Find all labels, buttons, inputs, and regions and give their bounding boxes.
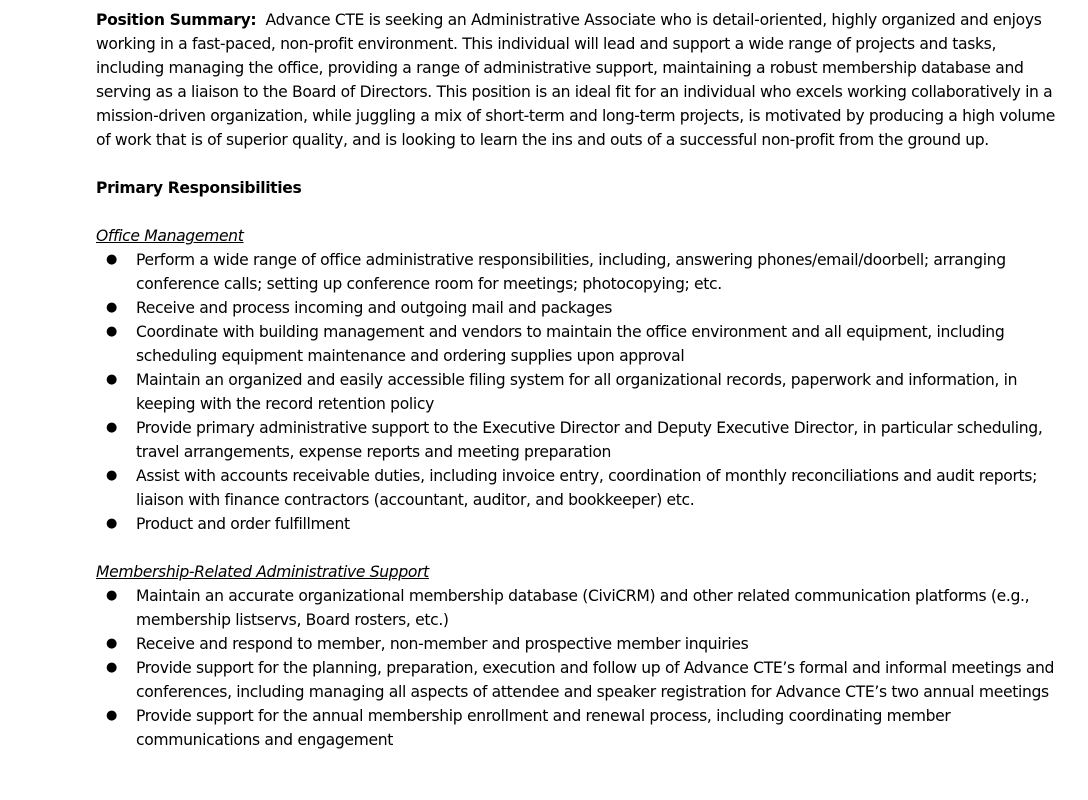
list-item [96, 320, 1056, 368]
list-item [96, 416, 1056, 464]
bullet-icon: ● [106, 588, 117, 603]
bullet-icon: ● [106, 708, 117, 723]
bullet-icon: ● [106, 420, 117, 435]
bullet-icon: ● [106, 324, 117, 339]
list-item [96, 296, 1056, 320]
list-item [96, 632, 1056, 656]
list-item [96, 248, 1056, 296]
list-item-text: Product and order fulfillment [136, 515, 350, 533]
document-page [96, 8, 1056, 752]
list-item-text: Receive and process incoming and outgoing mail and packages [136, 299, 613, 317]
office-management-heading: Office Management [96, 227, 244, 245]
primary-responsibilities-heading: Primary Responsibilities [96, 179, 302, 197]
bullet-icon: ● [106, 300, 117, 315]
list-item-text: Receive and respond to member, non-member and prospective member inquiries [136, 635, 749, 653]
position-summary-text: Advance CTE is seeking an Administrative Associate who is detail-oriented, highly organized and enjoys working in a fast-paced, non-profit environment. This individual will lead and support a wide range of projects and tasks, including managing the office, providing a range of administrative support, maintaining a robust membership database and serving as a liaison to the Board of Directors. This position is an ideal fit for an individual who excels working collaboratively in a mission-driven organization, while juggling a mix of short-term and long-term projects, is motivated by producing a high volume of work that is of superior quality, and is looking to learn the ins and outs of a successful non-profit from the ground up. [96, 11, 1055, 149]
list-item-text: Maintain an organized and easily accessible filing system for all organizational records, paperwork and information, in keeping with the record retention policy [136, 371, 1018, 413]
list-item [96, 512, 1056, 536]
position-summary [96, 8, 1056, 152]
list-item [96, 464, 1056, 512]
bullet-icon: ● [106, 468, 117, 483]
list-item-text: Maintain an accurate organizational membership database (CiviCRM) and other related communication platforms (e.g., membership listservs, Board rosters, etc.) [136, 587, 1030, 629]
bullet-icon: ● [106, 372, 117, 387]
spacer [96, 536, 1056, 560]
membership-support-heading: Membership-Related Administrative Support [96, 563, 429, 581]
office-management-list [96, 248, 1056, 536]
list-item-text: Coordinate with building management and vendors to maintain the office environment and all equipment, including scheduling equipment maintenance and ordering supplies upon approval [136, 323, 1005, 365]
list-item [96, 584, 1056, 632]
position-summary-label: Position Summary: [96, 11, 257, 29]
bullet-icon: ● [106, 660, 117, 675]
bullet-icon: ● [106, 252, 117, 267]
list-item [96, 368, 1056, 416]
list-item-text: Assist with accounts receivable duties, including invoice entry, coordination of monthly reconciliations and audit reports; liaison with finance contractors (accountant, auditor, and bookkeeper) etc. [136, 467, 1037, 509]
list-item-text: Provide support for the annual membership enrollment and renewal process, including coordinating member communications and engagement [136, 707, 951, 749]
list-item [96, 704, 1056, 752]
list-item-text: Provide primary administrative support to the Executive Director and Deputy Executive Director, in particular scheduling, travel arrangements, expense reports and meeting preparation [136, 419, 1043, 461]
list-item-text: Perform a wide range of office administrative responsibilities, including, answering phones/email/doorbell; arranging conference calls; setting up conference room for meetings; photocopying; etc. [136, 251, 1006, 293]
list-item [96, 656, 1056, 704]
bullet-icon: ● [106, 516, 117, 531]
spacer [96, 200, 1056, 224]
spacer [96, 152, 1056, 176]
list-item-text: Provide support for the planning, preparation, execution and follow up of Advance CTE’s formal and informal meetings and conferences, including managing all aspects of attendee and speaker registration for Advance CTE’s two annual meetings [136, 659, 1055, 701]
membership-support-list [96, 584, 1056, 752]
bullet-icon: ● [106, 636, 117, 651]
